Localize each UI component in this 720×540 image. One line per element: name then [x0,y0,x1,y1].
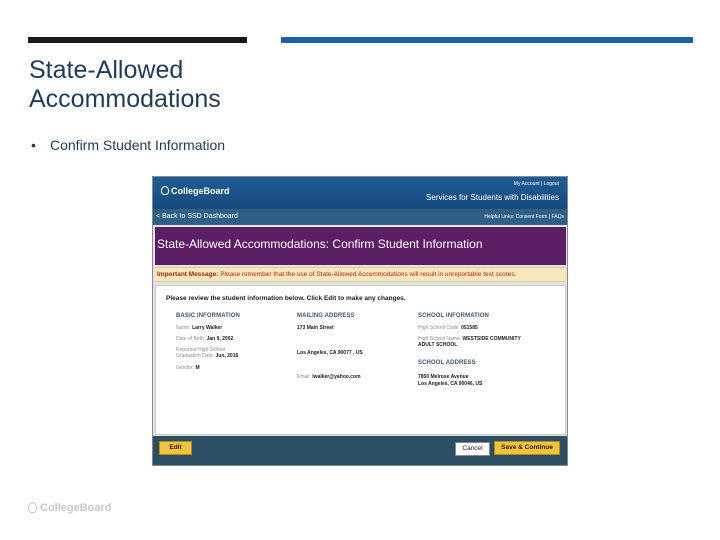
mailing-street: 173 Main Street [297,325,334,331]
title-underline-dark [28,37,247,43]
service-title: Services for Students with Disabilities [426,193,559,202]
slide-title [29,56,289,114]
title-underline-blue [281,37,693,43]
save-continue-button[interactable]: Save & Continue [494,441,560,455]
school-name-label: High School Name: [418,336,462,342]
school-address-heading: SCHOOL ADDRESS [418,360,476,366]
grad-value: Jun, 2016 [215,353,239,359]
name-label: Name: [176,325,191,331]
name-value: Larry Walker [192,325,223,331]
school-name-value-line2: ADULT SCHOOL [418,342,458,348]
acorn-icon [161,186,169,195]
important-label: Important Message: [157,271,219,278]
footer-logo-text: CollegeBoard [40,502,112,514]
grad-label-line2: Graduation Date: [176,353,215,359]
dob-label: Date of Birth: [176,336,206,342]
collegeboard-logo[interactable] [161,186,230,196]
back-to-dashboard-link[interactable]: < Back to SSD Dashboard [156,213,238,220]
gender-field [176,365,200,371]
grad-label-line1: Reported High School [176,347,225,353]
name-field [176,325,222,331]
review-prompt: Please review the student information below. Click Edit to make any changes. [166,295,406,302]
cb-nav-bar [153,209,567,225]
important-message [155,267,566,282]
school-address-line1: 7850 Melrose Avenue [418,374,469,380]
gender-label: Gender: [176,365,195,371]
mailing-address-heading: MAILING ADDRESS [297,313,355,319]
slide-title-line1: State-Allowed [29,56,184,84]
helpful-links[interactable]: Helpful Links: Consent Form | FAQs [484,214,564,220]
embedded-screenshot [152,176,568,466]
acorn-icon [28,502,37,513]
email-field [297,374,361,380]
school-name-value-line1: WESTSIDE COMMUNITY [462,336,521,342]
footer-logo [28,502,112,514]
edit-button[interactable]: Edit [159,441,192,455]
slide-title-line2: Accommodations [29,85,221,113]
student-info-panel [155,285,566,435]
school-code-label: High School Code: [418,325,460,331]
school-code-value: 051585 [461,325,478,331]
account-links[interactable]: My Account | Logout [513,181,559,187]
cancel-button[interactable]: Cancel [455,442,490,456]
dob-field [176,336,233,342]
mailing-city: Los Angeles, CA 90077 , US [297,350,363,356]
gender-value: M [195,365,200,371]
bullet-text: Confirm Student Information [50,137,226,153]
bullet-icon: • [31,137,36,153]
dob-value: Jan 9, 2002 [206,336,234,342]
grad-field [176,353,238,359]
collegeboard-logo-text: CollegeBoard [171,186,230,196]
page-heading: State-Allowed Accommodations: Confirm Student Information [157,237,483,251]
basic-info-heading: BASIC INFORMATION [176,313,240,319]
school-info-heading: SCHOOL INFORMATION [418,313,489,319]
school-code-field [418,325,478,331]
page-heading-banner [155,227,566,265]
cb-header [153,177,567,209]
school-address-line2: Los Angeles, CA 90046, US [418,381,483,387]
important-text: Please remember that the use of State-Allowed Accommodations will result in unreportable test scores. [220,271,517,278]
email-label: Email: [297,374,311,380]
email-value: lwalker@yahoo.com [312,374,361,380]
